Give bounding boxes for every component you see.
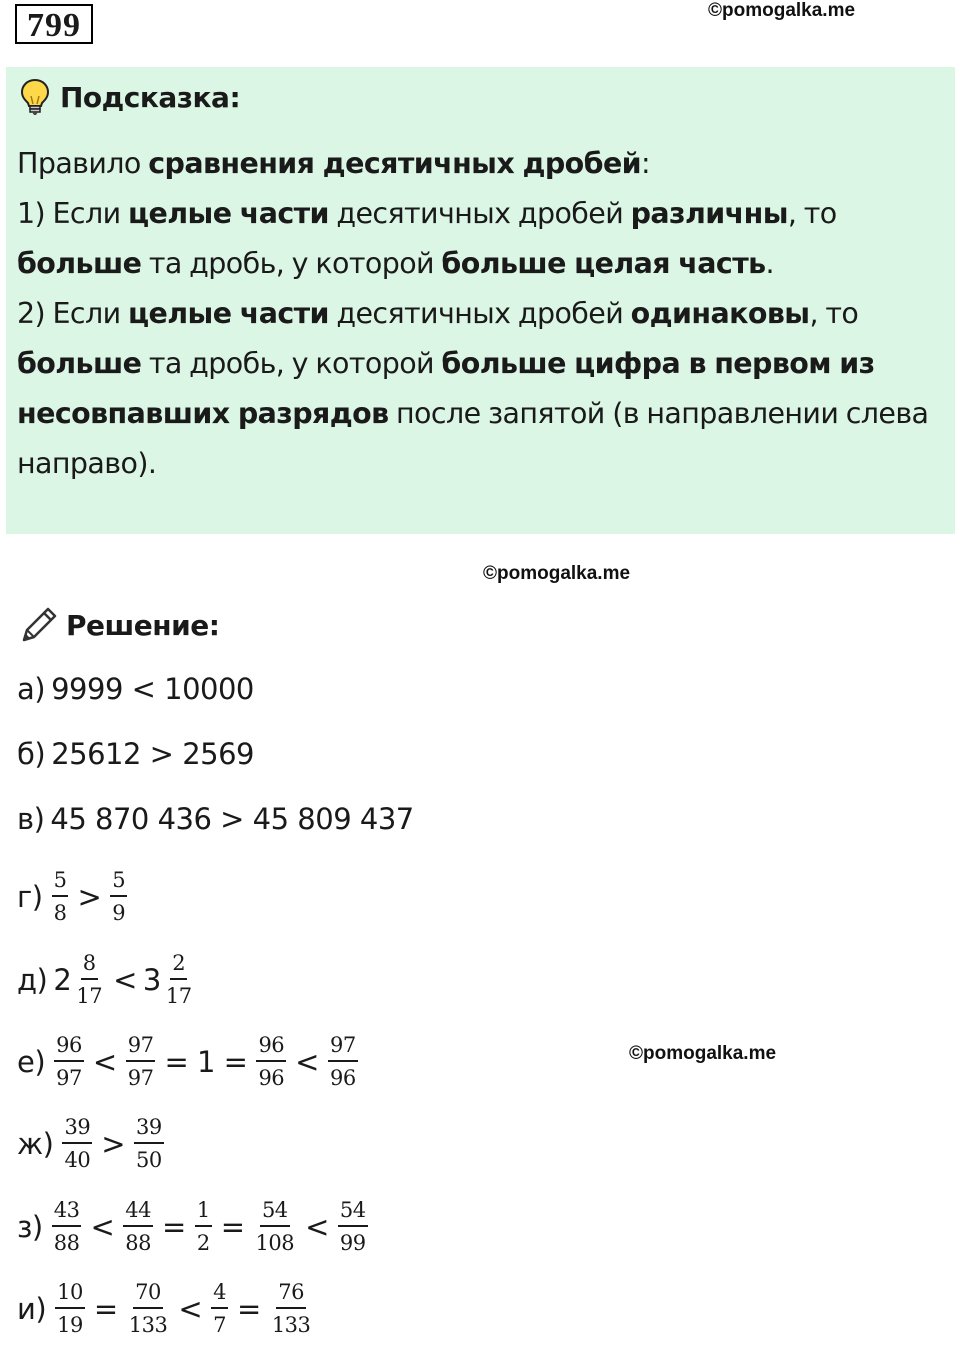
- fraction: $\frac{39}{50}$: [136, 1115, 162, 1172]
- hint-rule-2: 2) Если целые части десятичных дробей одинаковы, то больше та дробь, у которой больше цифра в первом из несовпавших разрядов после запятой (в направлении слева направо).: [17, 297, 929, 480]
- fraction: $\frac{8}{17}$: [76, 951, 103, 1008]
- watermark: ©pomogalka.me: [629, 1043, 777, 1064]
- fraction: $\frac{97}{96}$: [329, 1033, 356, 1090]
- solution-title: Решение:: [66, 608, 220, 642]
- answer-d: д) 2 $\frac{8}{17}$ < 3 $\frac{2}{17}$: [17, 951, 192, 1008]
- watermark: ©pomogalka.me: [708, 0, 856, 21]
- fraction: $\frac{2}{17}$: [165, 951, 192, 1008]
- fraction: $\frac{5}{8}$: [53, 868, 67, 925]
- fraction: $\frac{10}{19}$: [57, 1280, 83, 1337]
- lightbulb-icon: [20, 78, 50, 116]
- fraction: $\frac{96}{97}$: [56, 1033, 82, 1090]
- watermark: ©pomogalka.me: [483, 563, 631, 584]
- fraction: $\frac{39}{40}$: [64, 1115, 91, 1172]
- answer-b: б) 25612 > 2569: [17, 737, 254, 771]
- answer-zh: ж) $\frac{39}{40}$ > $\frac{39}{50}$: [17, 1115, 162, 1172]
- hint-line-1: Правило сравнения десятичных дробей:: [17, 147, 651, 180]
- hint-header: [20, 79, 240, 115]
- fraction: $\frac{1}{2}$: [196, 1198, 210, 1255]
- answer-i: и) $\frac{10}{19}$ = $\frac{70}{133}$ < $\frac{4}{7}$ = $\frac{76}{133}$: [17, 1280, 311, 1337]
- answer-g: г) $\frac{5}{8}$ > $\frac{5}{9}$: [17, 868, 126, 925]
- answer-z: з) $\frac{43}{88}$ < $\frac{44}{88}$ = $\frac{1}{2}$ = $\frac{54}{108}$ < $\frac{54}{99}$: [17, 1198, 366, 1255]
- answer-v: в) 45 870 436 > 45 809 437: [17, 802, 414, 836]
- fraction: $\frac{76}{133}$: [271, 1280, 311, 1337]
- fraction: $\frac{54}{108}$: [255, 1198, 295, 1255]
- hint-panel: [6, 67, 955, 534]
- fraction: $\frac{96}{96}$: [258, 1033, 285, 1090]
- pencil-icon: [18, 604, 60, 646]
- task-number: 799: [15, 4, 93, 44]
- fraction: $\frac{43}{88}$: [53, 1198, 80, 1255]
- answer-a: а) 9999 < 10000: [17, 672, 254, 706]
- fraction: $\frac{70}{133}$: [128, 1280, 168, 1337]
- hint-title: Подсказка:: [60, 80, 241, 114]
- answer-e: е) $\frac{96}{97}$ < $\frac{97}{97}$ = 1 = $\frac{96}{96}$ < $\frac{97}{96}$: [17, 1033, 356, 1090]
- fraction: $\frac{44}{88}$: [125, 1198, 152, 1255]
- fraction: $\frac{97}{97}$: [127, 1033, 154, 1090]
- fraction: $\frac{4}{7}$: [213, 1280, 226, 1337]
- hint-rule-1: 1) Если целые части десятичных дробей различны, то больше та дробь, у которой больше целая часть.: [17, 197, 837, 280]
- fraction: $\frac{5}{9}$: [112, 868, 126, 925]
- solution-header: [18, 604, 219, 646]
- hint-text: [17, 139, 947, 489]
- fraction: $\frac{54}{99}$: [339, 1198, 366, 1255]
